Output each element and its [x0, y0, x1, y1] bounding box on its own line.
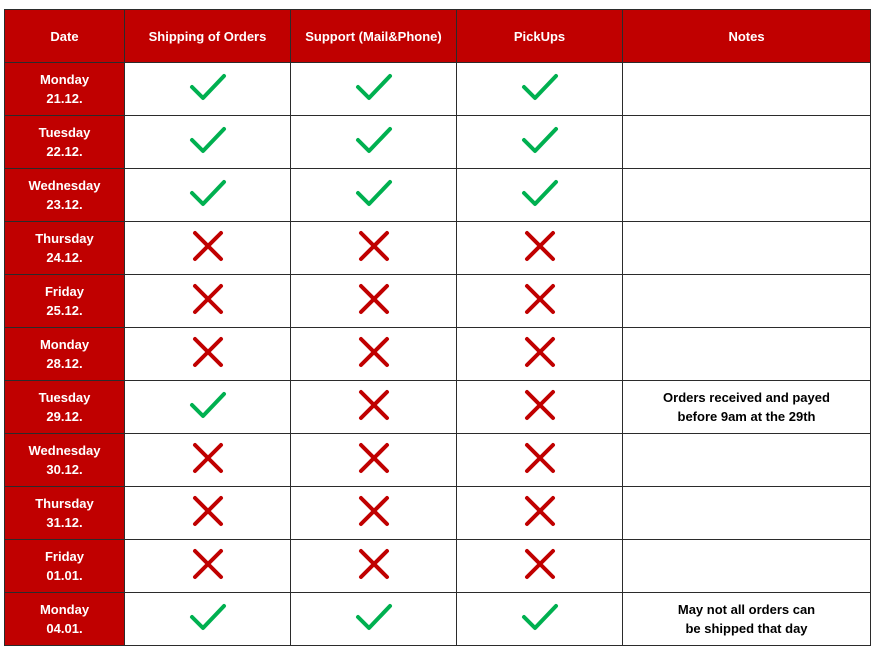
date-cell — [5, 593, 125, 646]
check-icon — [188, 601, 228, 633]
weekday-label: Wednesday — [28, 443, 101, 458]
pickups-status-cell — [457, 487, 623, 540]
check-icon — [354, 601, 394, 633]
date-label: 21.12. — [46, 91, 83, 106]
date-cell — [5, 169, 125, 222]
date-cell — [5, 487, 125, 540]
shipping-status-cell — [125, 540, 291, 593]
table-row — [5, 169, 871, 222]
cross-icon — [188, 442, 228, 474]
check-icon — [188, 389, 228, 421]
header-notes: Notes — [623, 10, 871, 63]
support-status-cell — [291, 540, 457, 593]
shipping-status-cell — [125, 487, 291, 540]
date-cell — [5, 381, 125, 434]
note-line: before 9am at the 29th — [677, 409, 816, 424]
table-row — [5, 434, 871, 487]
pickups-status-cell — [457, 275, 623, 328]
note-cell — [623, 222, 871, 275]
table-row — [5, 593, 871, 646]
date-label: 28.12. — [46, 356, 83, 371]
support-status-cell — [291, 169, 457, 222]
cross-icon — [520, 442, 560, 474]
weekday-label: Tuesday — [38, 390, 91, 405]
note-cell — [623, 63, 871, 116]
shipping-status-cell — [125, 275, 291, 328]
date-label: 04.01. — [46, 621, 83, 636]
check-icon — [188, 177, 228, 209]
table-row — [5, 381, 871, 434]
header-shipping: Shipping of Orders — [125, 10, 291, 63]
shipping-status-cell — [125, 169, 291, 222]
date-label: 01.01. — [46, 568, 83, 583]
shipping-status-cell — [125, 434, 291, 487]
check-icon — [354, 71, 394, 103]
note-cell — [623, 328, 871, 381]
cross-icon — [354, 336, 394, 368]
header-date: Date — [5, 10, 125, 63]
cross-icon — [520, 548, 560, 580]
weekday-label: Monday — [39, 337, 90, 352]
date-cell — [5, 222, 125, 275]
support-status-cell — [291, 116, 457, 169]
support-status-cell — [291, 222, 457, 275]
date-cell — [5, 328, 125, 381]
note-cell — [623, 169, 871, 222]
shipping-status-cell — [125, 63, 291, 116]
weekday-label: Friday — [44, 549, 84, 564]
support-status-cell — [291, 328, 457, 381]
check-icon — [520, 177, 560, 209]
note-cell — [623, 381, 871, 434]
cross-icon — [520, 495, 560, 527]
pickups-status-cell — [457, 169, 623, 222]
table-row — [5, 63, 871, 116]
check-icon — [188, 71, 228, 103]
support-status-cell — [291, 381, 457, 434]
date-cell — [5, 116, 125, 169]
weekday-label: Thursday — [35, 231, 94, 246]
table-row — [5, 487, 871, 540]
date-label: 24.12. — [46, 250, 83, 265]
note-cell — [623, 487, 871, 540]
pickups-status-cell — [457, 116, 623, 169]
date-label: 25.12. — [46, 303, 83, 318]
pickups-status-cell — [457, 222, 623, 275]
pickups-status-cell — [457, 540, 623, 593]
note-line: be shipped that day — [685, 621, 808, 636]
date-cell — [5, 275, 125, 328]
pickups-status-cell — [457, 593, 623, 646]
date-label: 29.12. — [46, 409, 83, 424]
check-icon — [520, 124, 560, 156]
table-row — [5, 222, 871, 275]
check-icon — [520, 71, 560, 103]
shipping-status-cell — [125, 222, 291, 275]
cross-icon — [354, 389, 394, 421]
weekday-label: Friday — [44, 284, 84, 299]
cross-icon — [188, 230, 228, 262]
note-line: May not all orders can — [677, 602, 816, 617]
support-status-cell — [291, 275, 457, 328]
shipping-status-cell — [125, 593, 291, 646]
header-row — [5, 10, 871, 63]
note-cell — [623, 434, 871, 487]
date-label: 22.12. — [46, 144, 83, 159]
cross-icon — [188, 336, 228, 368]
check-icon — [520, 601, 560, 633]
cross-icon — [188, 548, 228, 580]
table-row — [5, 540, 871, 593]
weekday-label: Monday — [39, 72, 90, 87]
cross-icon — [354, 283, 394, 315]
pickups-status-cell — [457, 381, 623, 434]
support-status-cell — [291, 487, 457, 540]
weekday-label: Thursday — [35, 496, 94, 511]
weekday-label: Monday — [39, 602, 90, 617]
note-cell — [623, 593, 871, 646]
date-label: 23.12. — [46, 197, 83, 212]
note-cell — [623, 540, 871, 593]
table-row — [5, 275, 871, 328]
weekday-label: Tuesday — [38, 125, 91, 140]
cross-icon — [354, 495, 394, 527]
check-icon — [354, 124, 394, 156]
cross-icon — [520, 230, 560, 262]
pickups-status-cell — [457, 63, 623, 116]
weekday-label: Wednesday — [28, 178, 101, 193]
note-line: Orders received and payed — [663, 390, 830, 405]
schedule-body — [5, 63, 871, 646]
schedule-table — [4, 9, 871, 646]
table-row — [5, 116, 871, 169]
shipping-status-cell — [125, 116, 291, 169]
date-label: 31.12. — [46, 515, 83, 530]
cross-icon — [520, 389, 560, 421]
check-icon — [354, 177, 394, 209]
support-status-cell — [291, 63, 457, 116]
cross-icon — [188, 495, 228, 527]
date-cell — [5, 63, 125, 116]
cross-icon — [354, 230, 394, 262]
shipping-status-cell — [125, 381, 291, 434]
pickups-status-cell — [457, 328, 623, 381]
cross-icon — [520, 336, 560, 368]
support-status-cell — [291, 434, 457, 487]
date-cell — [5, 540, 125, 593]
cross-icon — [354, 548, 394, 580]
header-pickups: PickUps — [457, 10, 623, 63]
table-row — [5, 328, 871, 381]
cross-icon — [354, 442, 394, 474]
shipping-status-cell — [125, 328, 291, 381]
note-cell — [623, 275, 871, 328]
cross-icon — [188, 283, 228, 315]
check-icon — [188, 124, 228, 156]
pickups-status-cell — [457, 434, 623, 487]
note-cell — [623, 116, 871, 169]
cross-icon — [520, 283, 560, 315]
support-status-cell — [291, 593, 457, 646]
header-support: Support (Mail&Phone) — [291, 10, 457, 63]
date-cell — [5, 434, 125, 487]
date-label: 30.12. — [46, 462, 83, 477]
